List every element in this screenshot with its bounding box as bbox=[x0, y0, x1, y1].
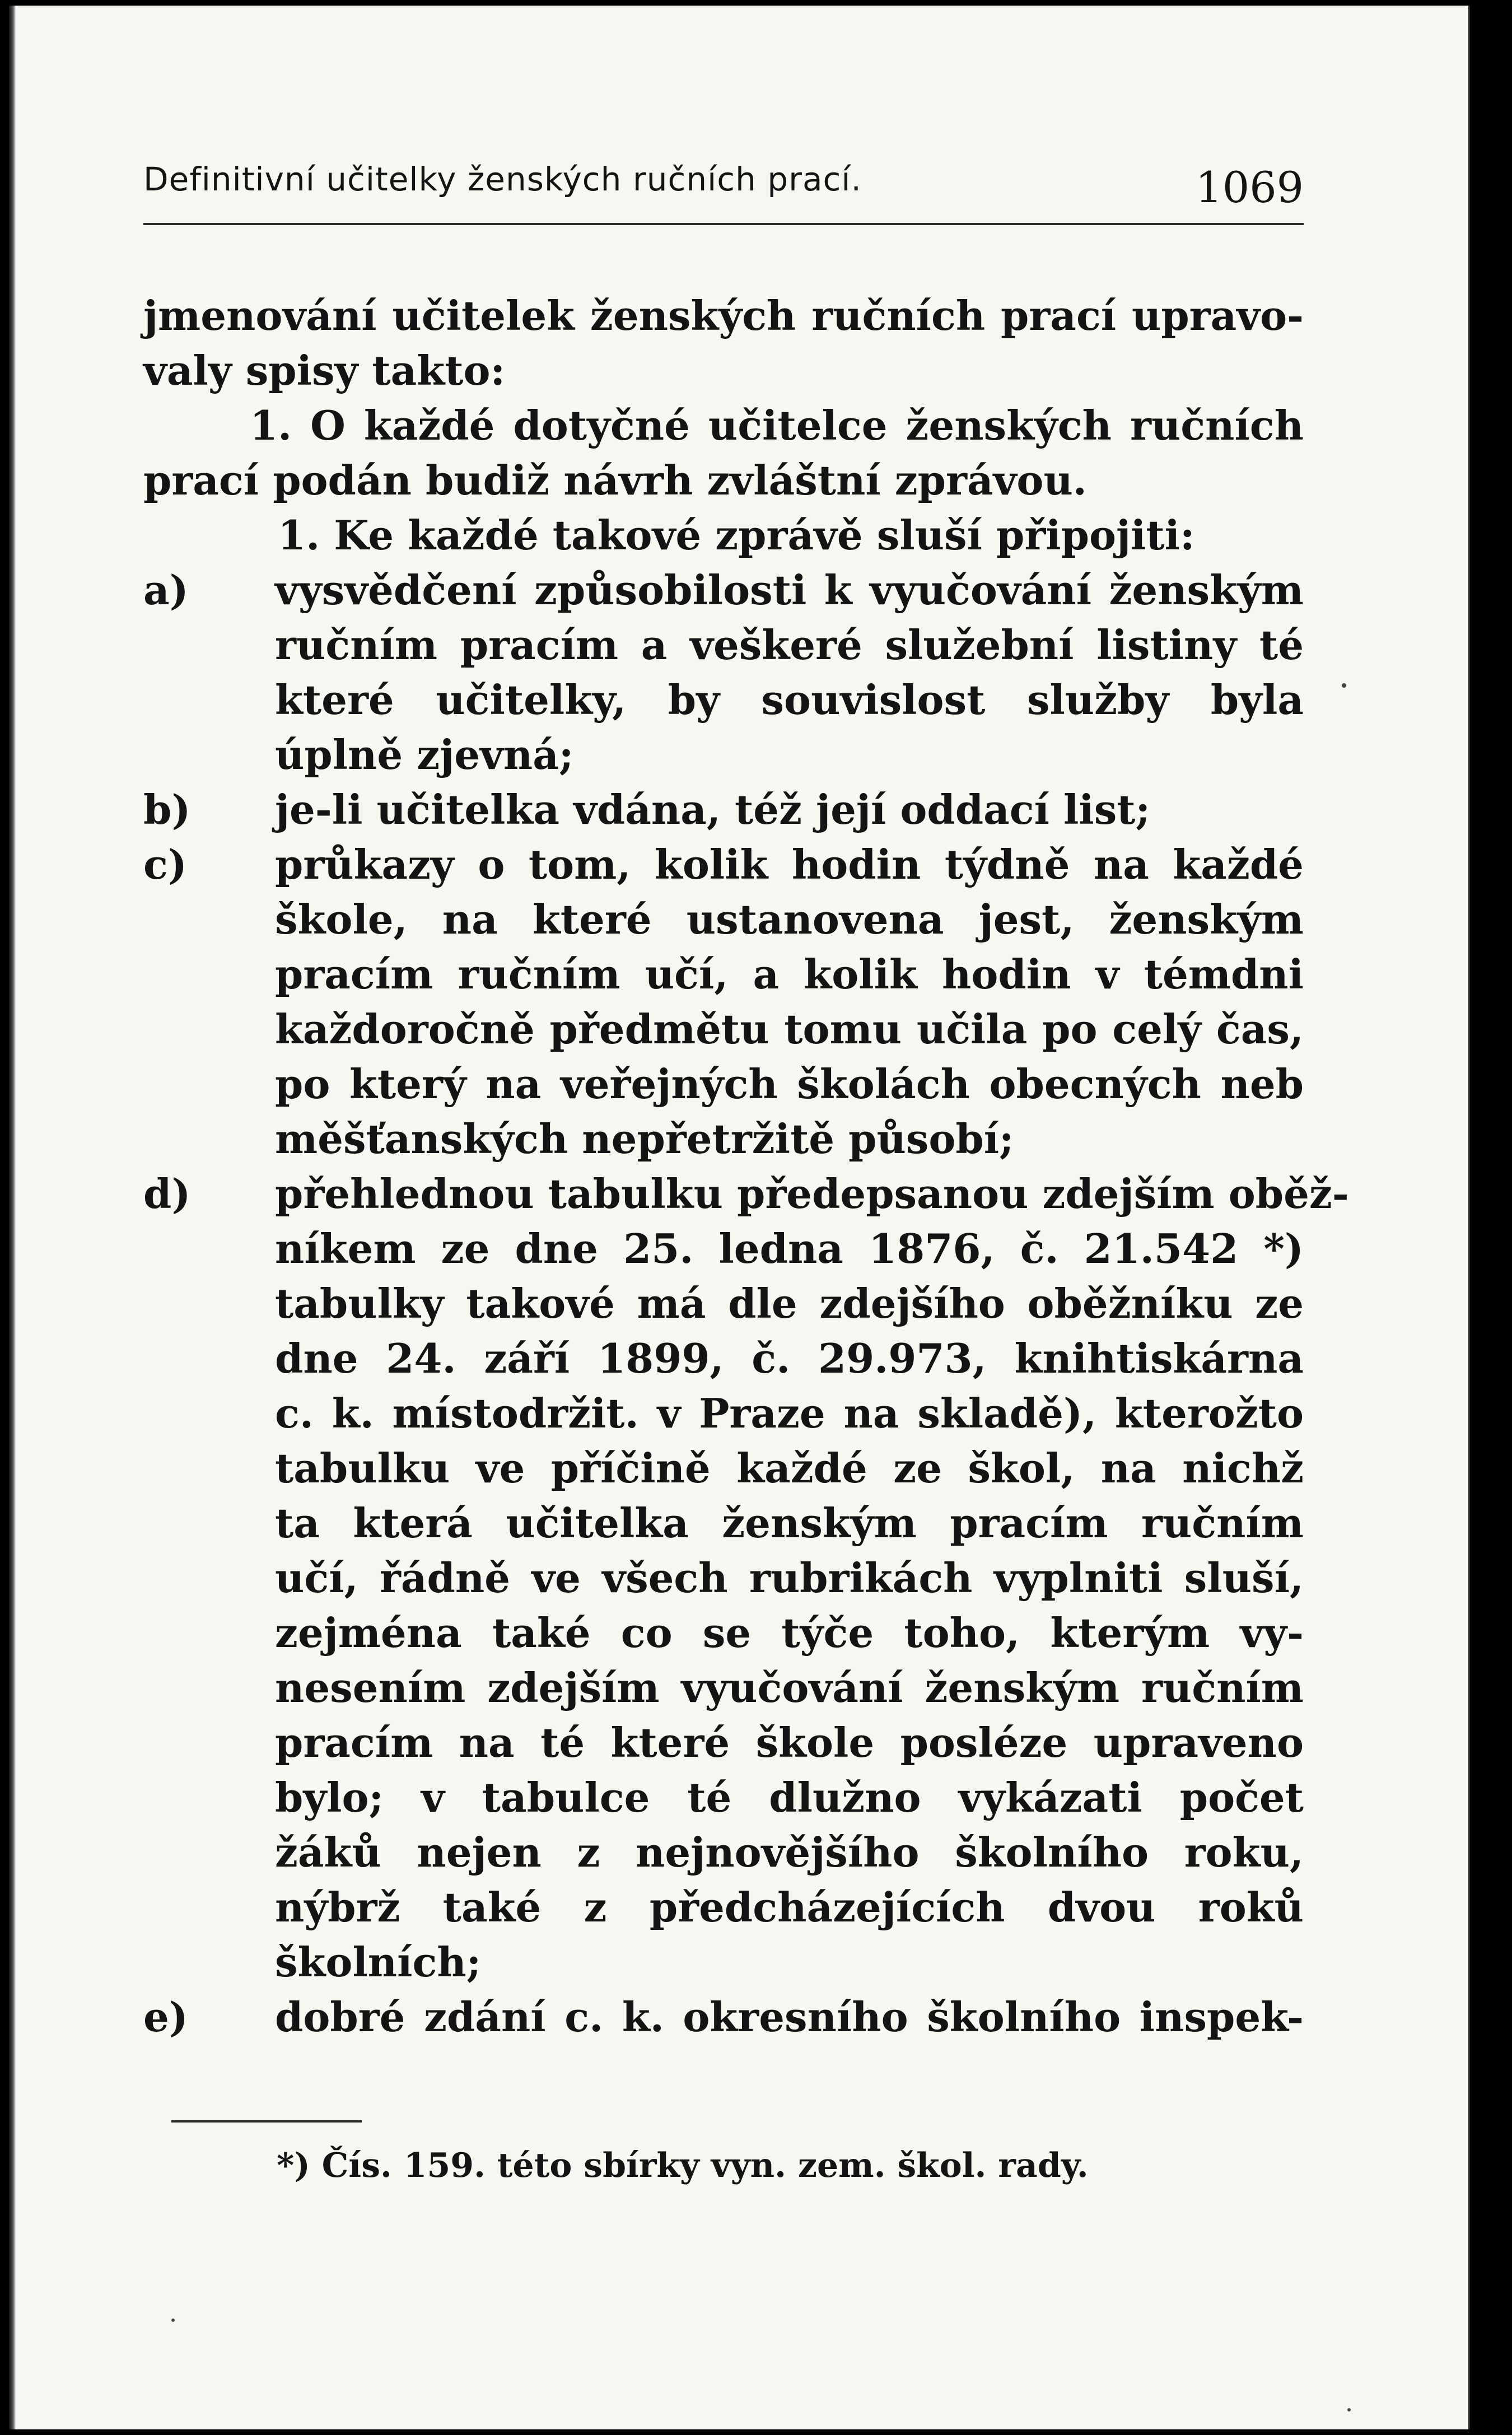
text-line bbox=[143, 1660, 1304, 1715]
text-line-content: bylo; v tabulce té dlužno vykázati počet bbox=[275, 1774, 1304, 1821]
text-line-content: c. k. místodržit. v Praze na skladě), kterožto bbox=[275, 1389, 1304, 1437]
text-line-content: níkem ze dne 25. ledna 1876, č. 21.542 *) bbox=[275, 1225, 1304, 1272]
text-line bbox=[143, 508, 1304, 563]
main-text bbox=[143, 288, 1349, 2045]
text-line bbox=[143, 398, 1304, 453]
text-line-content: úplně zjevná; bbox=[275, 731, 574, 778]
text-line-content: 1. O každé dotyčné učitelce ženských ručních bbox=[250, 402, 1304, 449]
paper-speck bbox=[1347, 2408, 1351, 2411]
text-line bbox=[143, 1386, 1304, 1441]
text-line: jmenování učitelek ženských ručních prací upravo- bbox=[143, 292, 1304, 339]
text-line-content: tabulky takové má dle zdejšího oběžníku ze bbox=[275, 1280, 1304, 1327]
header-rule bbox=[143, 223, 1304, 225]
text-line-content: učí, řádně ve všech rubrikách vyplniti sluší, bbox=[275, 1554, 1304, 1602]
list-label-c: c) bbox=[143, 841, 187, 888]
text-line-content: vysvědčení způsobilosti k vyučování ženským bbox=[275, 566, 1304, 614]
text-line bbox=[143, 618, 1304, 673]
text-line-content: zejména také co se týče toho, kterým vy- bbox=[275, 1609, 1304, 1657]
text-line-content: dobré zdání c. k. okresního školního inspek- bbox=[275, 1993, 1304, 2041]
text-line-content: pracím ručním učí, a kolik hodin v témdni bbox=[275, 950, 1304, 998]
text-line-content: nesením zdejším vyučování ženským ručním bbox=[275, 1664, 1304, 1711]
list-item-a-line bbox=[143, 563, 1304, 618]
text-line bbox=[143, 1770, 1304, 1825]
text-line-content: 1. Ke každé takové zprávě sluší připojiti: bbox=[278, 511, 1195, 559]
text-line bbox=[143, 1441, 1304, 1496]
text-line bbox=[143, 1551, 1304, 1606]
text-line-content: školních; bbox=[275, 1938, 482, 1986]
text-line-content: každoročně předmětu tomu učila po celý čas, bbox=[275, 1005, 1304, 1053]
text-line bbox=[143, 1057, 1304, 1112]
running-head bbox=[143, 160, 1304, 212]
text-line-content: průkazy o tom, kolik hodin týdně na každé bbox=[275, 841, 1304, 888]
text-line bbox=[143, 1715, 1304, 1770]
text-line: prací podán budiž návrh zvláštní zprávou. bbox=[143, 456, 1087, 504]
footnote: *) Čís. 159. této sbírky vyn. zem. škol. rady. bbox=[277, 2146, 1089, 2185]
text-line: valy spisy takto: bbox=[143, 347, 506, 394]
text-line-content: dne 24. září 1899, č. 29.973, knihtiskárna bbox=[275, 1335, 1304, 1382]
list-item-b-line bbox=[143, 782, 1304, 837]
text-line-content: žáků nejen z nejnovějšího školního roku, bbox=[275, 1828, 1304, 1876]
text-line-content: přehlednou tabulku předepsanou zdejším oběž- bbox=[275, 1170, 1349, 1218]
paper-speck bbox=[171, 2319, 175, 2322]
text-line bbox=[143, 727, 1304, 782]
text-line bbox=[143, 1221, 1304, 1276]
text-line bbox=[143, 1276, 1304, 1331]
list-label-b: b) bbox=[143, 786, 191, 833]
text-line bbox=[143, 1935, 1304, 1990]
text-line bbox=[143, 673, 1304, 727]
text-line bbox=[143, 892, 1304, 947]
running-head-title: Definitivní učitelky ženských ručních prací. bbox=[143, 160, 862, 198]
list-label-a: a) bbox=[143, 566, 189, 614]
text-line-content: po který na veřejných školách obecných neb bbox=[275, 1060, 1304, 1108]
text-line bbox=[143, 1331, 1304, 1386]
list-item-e-line bbox=[143, 1990, 1304, 2045]
book-page bbox=[9, 6, 1470, 2429]
text-line bbox=[143, 1496, 1304, 1551]
text-line-content: škole, na které ustanovena jest, ženským bbox=[275, 895, 1304, 943]
list-item-c-line bbox=[143, 837, 1304, 892]
text-line-content: je-li učitelka vdána, též její oddací list; bbox=[275, 786, 1151, 833]
text-line bbox=[143, 947, 1304, 1002]
text-line-content: nýbrž také z předcházejících dvou roků bbox=[275, 1883, 1304, 1931]
text-line-content: ručním pracím a veškeré služební listiny té bbox=[275, 621, 1304, 669]
list-label-e: e) bbox=[143, 1993, 188, 2041]
footnote-rule bbox=[171, 2120, 362, 2123]
text-line-content: měšťanských nepřetržitě působí; bbox=[275, 1115, 1014, 1163]
text-line bbox=[143, 1825, 1304, 1880]
text-line bbox=[143, 1606, 1304, 1660]
list-label-d: d) bbox=[143, 1170, 191, 1218]
text-line bbox=[143, 1002, 1304, 1057]
paper-speck bbox=[1342, 683, 1346, 688]
page-gutter-shadow bbox=[9, 6, 16, 2429]
page-number: 1069 bbox=[1195, 162, 1304, 212]
text-line-content: pracím na té které škole posléze upraveno bbox=[275, 1719, 1304, 1766]
list-item-d-line bbox=[143, 1167, 1349, 1221]
text-line-content: ta která učitelka ženským pracím ručním bbox=[275, 1499, 1304, 1547]
text-line bbox=[143, 1880, 1304, 1935]
text-line-content: tabulku ve příčině každé ze škol, na nichž bbox=[275, 1444, 1304, 1492]
text-line bbox=[143, 1112, 1304, 1167]
text-line-content: které učitelky, by souvislost služby byla bbox=[275, 676, 1304, 724]
